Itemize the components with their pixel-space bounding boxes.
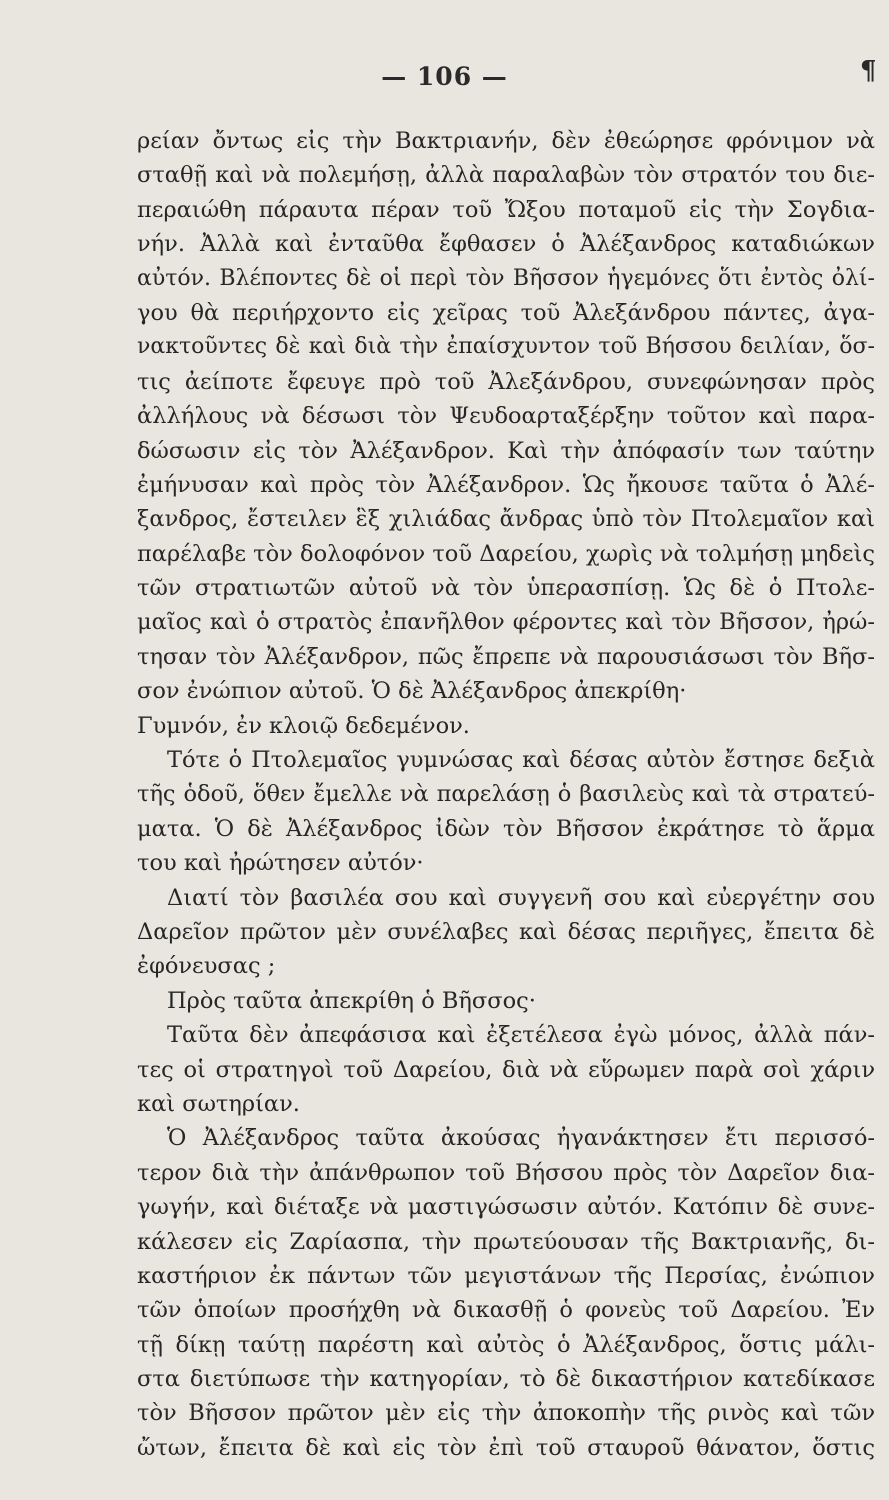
- corner-mark: ¶: [860, 56, 877, 86]
- text-line: γου θὰ περιήρχοντο εἰς χεῖρας τοῦ Ἀλεξάνδρου πάντες, ἀγα-: [137, 299, 875, 326]
- text-line: τῇ δίκῃ ταύτῃ παρέστη καὶ αὐτὸς ὁ Ἀλέξανδρος, ὅστις μάλι-: [137, 1331, 875, 1358]
- text-line: ὤτων, ἔπειτα δὲ καὶ εἰς τὸν ἐπὶ τοῦ σταυροῦ θάνατον, ὅστις: [137, 1434, 875, 1461]
- text-line: τις ἀείποτε ἔφευγε πρὸ τοῦ Ἀλεξάνδρου, συνεφώνησαν πρὸς: [137, 368, 875, 395]
- text-line: Γυμνόν, ἐν κλοιῷ δεδεμένον.: [137, 712, 470, 739]
- text-line: μαῖος καὶ ὁ στρατὸς ἐπανῆλθον φέροντες καὶ τὸν Βῆσσον, ἠρώ-: [137, 609, 875, 636]
- text-line: ἀλλήλους νὰ δέσωσι τὸν Ψευδοαρταξέρξην τοῦτον καὶ παρα-: [137, 403, 875, 430]
- text-line: νακτοῦντες δὲ καὶ διὰ τὴν ἐπαίσχυντον τοῦ Βήσσου δειλίαν, ὅσ-: [137, 334, 875, 360]
- text-line: καὶ σωτηρίαν.: [137, 1090, 300, 1117]
- text-line: στα διετύπωσε τὴν κατηγορίαν, τὸ δὲ δικαστήριον κατεδίκασε: [137, 1366, 875, 1393]
- text-line: τησαν τὸν Ἀλέξανδρον, πῶς ἔπρεπε νὰ παρουσιάσωσι τὸν Βῆσ-: [137, 643, 875, 670]
- text-line: Δαρεῖον πρῶτον μὲν συνέλαβες καὶ δέσας περιῆγες, ἔπειτα δὲ: [137, 918, 875, 945]
- text-line: του καὶ ἠρώτησεν αὐτόν·: [137, 850, 424, 877]
- text-line: κάλεσεν εἰς Ζαρίασπα, τὴν πρωτεύουσαν τῆς Βακτριανῆς, δι-: [137, 1228, 875, 1255]
- text-line: ρείαν ὄντως εἰς τὴν Βακτριανήν, δὲν ἐθεώρησε φρόνιμον νὰ: [137, 128, 875, 154]
- text-line: περαιώθη πάραυτα πέραν τοῦ Ὤξου ποταμοῦ εἰς τὴν Σογδια-: [137, 196, 875, 223]
- text-line: γωγήν, καὶ διέταξε νὰ μαστιγώσωσιν αὐτόν. Κατόπιν δὲ συνε-: [137, 1194, 875, 1221]
- text-line: ματα. Ὁ δὲ Ἀλέξανδρος ἰδὼν τὸν Βῆσσον ἐκράτησε τὸ ἅρμα: [137, 815, 875, 842]
- text-line: Τότε ὁ Πτολεμαῖος γυμνώσας καὶ δέσας αὐτὸν ἔστησε δεξιὰ: [167, 747, 875, 774]
- text-line: τῶν στρατιωτῶν αὐτοῦ νὰ τὸν ὑπερασπίσῃ. Ὡς δὲ ὁ Πτολε-: [137, 575, 875, 602]
- text-line: ξανδρος, ἔστειλεν ἓξ χιλιάδας ἄνδρας ὑπὸ τὸν Πτολεμαῖον καὶ: [137, 506, 875, 533]
- text-line: τῶν ὁποίων προσήχθη νὰ δικασθῇ ὁ φονεὺς τοῦ Δαρείου. Ἐν: [137, 1297, 875, 1324]
- text-line: αὐτόν. Βλέποντες δὲ οἱ περὶ τὸν Βῆσσον ἡγεμόνες ὅτι ἐντὸς ὀλί-: [137, 265, 875, 291]
- text-line: Διατί τὸν βασιλέα σου καὶ συγγενῆ σου καὶ εὐεργέτην σου: [167, 884, 875, 911]
- text-line: Ὁ Ἀλέξανδρος ταῦτα ἀκούσας ἠγανάκτησεν ἔτι περισσό-: [167, 1125, 875, 1152]
- text-line: τὸν Βῆσσον πρῶτον μὲν εἰς τὴν ἀποκοπὴν τῆς ρινὸς καὶ τῶν: [137, 1400, 875, 1427]
- text-line: δώσωσιν εἰς τὸν Ἀλέξανδρον. Καὶ τὴν ἀπόφασίν των ταύτην: [137, 437, 875, 464]
- text-line: Πρὸς ταῦτα ἀπεκρίθη ὁ Βῆσσος·: [167, 987, 536, 1014]
- text-line: τες οἱ στρατηγοὶ τοῦ Δαρείου, διὰ νὰ εὕρωμεν παρὰ σοὶ χάριν: [137, 1056, 875, 1083]
- page-number: — 106 —: [381, 62, 508, 91]
- text-line: νήν. Ἀλλὰ καὶ ἐνταῦθα ἔφθασεν ὁ Ἀλέξανδρος καταδιώκων: [137, 231, 875, 258]
- text-line: τῆς ὁδοῦ, ὅθεν ἔμελλε νὰ παρελάσῃ ὁ βασιλεὺς καὶ τὰ στρατεύ-: [137, 781, 875, 808]
- body-text: [137, 124, 875, 1465]
- text-line: τερον διὰ τὴν ἀπάνθρωπον τοῦ Βήσσου πρὸς τὸν Δαρεῖον δια-: [137, 1159, 875, 1186]
- text-line: παρέλαβε τὸν δολοφόνον τοῦ Δαρείου, χωρὶς νὰ τολμήσῃ μηδεὶς: [137, 540, 875, 567]
- text-line: ἐφόνευσας ;: [137, 953, 276, 980]
- text-line: Ταῦτα δὲν ἀπεφάσισα καὶ ἐξετέλεσα ἐγὼ μόνος, ἀλλὰ πάν-: [167, 1022, 875, 1049]
- text-line: σταθῇ καὶ νὰ πολεμήσῃ, ἀλλὰ παραλαβὼν τὸν στρατόν του διε-: [137, 162, 875, 189]
- text-line: σον ἐνώπιον αὐτοῦ. Ὁ δὲ Ἀλέξανδρος ἀπεκρίθη·: [137, 678, 687, 705]
- text-line: καστήριον ἐκ πάντων τῶν μεγιστάνων τῆς Περσίας, ἐνώπιον: [137, 1262, 875, 1289]
- text-line: ἐμήνυσαν καὶ πρὸς τὸν Ἀλέξανδρον. Ὡς ἤκουσε ταῦτα ὁ Ἀλέ-: [137, 471, 875, 498]
